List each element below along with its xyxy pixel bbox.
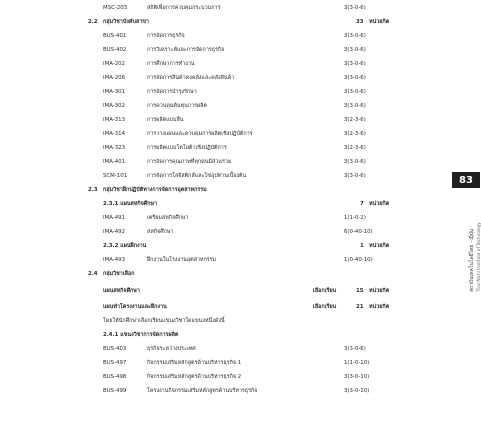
course-credit: 1(1-0-10): [344, 360, 370, 366]
course-credit: 3(3-0-6): [344, 159, 366, 165]
course-code: BUS-498: [103, 374, 127, 380]
course-name: การผลิตแบบโตโยต้าเชิงปฏิบัติการ: [147, 145, 227, 151]
course-name: การจัดการคุณภาพที่ทุกคนมีส่วนร่วม: [147, 159, 232, 165]
subsection-title: 2.3.1 แผนสหกิจศึกษา: [103, 201, 158, 207]
course-name: สหกิจศึกษา: [147, 229, 174, 235]
subsection-credit: 7: [360, 201, 364, 207]
course-credit: 1(0-40-10): [344, 257, 373, 263]
elective-label: เลือกเรียน: [313, 304, 337, 310]
section-title: กลุ่มวิชาเลือก: [103, 271, 135, 277]
course-name: กิจกรรมเสริมหลักสูตรด้านบริหารธุรกิจ 1: [147, 360, 242, 366]
subsection-credit: 1: [360, 243, 364, 249]
course-code: BUS-497: [103, 360, 127, 366]
course-name: การจัดการบำรุงรักษา: [147, 89, 197, 95]
course-name: การจัดการธุรกิจ: [147, 33, 185, 39]
plan-credit: 21: [356, 304, 364, 310]
course-code: SCM-101: [103, 173, 128, 179]
note-text: โดยให้นักศึกษาเลือกเรียนแขนงวิชาใดแขนงหนึ่งดังนี้: [103, 318, 225, 324]
course-credit: 3(3-0-6): [344, 173, 366, 179]
course-code: IMA-206: [103, 75, 126, 81]
plan-title: แผนสหกิจศึกษา: [103, 288, 140, 294]
course-code: IMA-302: [103, 103, 126, 109]
section-credit: 33: [356, 19, 364, 25]
course-credit: 3(3-0-10): [344, 388, 370, 394]
course-code: BUS-401: [103, 33, 127, 39]
course-code: IMA-493: [103, 257, 126, 263]
unit-label: หน่วยกิต: [369, 243, 390, 249]
course-code: IMA-313: [103, 117, 126, 123]
course-code: IMA-301: [103, 89, 126, 95]
course-code: IMA-202: [103, 61, 126, 67]
course-name: สถิติเพื่อการควบคุมกระบวนการ: [147, 5, 221, 11]
course-code: BUS-402: [103, 47, 127, 53]
unit-label: หน่วยกิต: [369, 304, 390, 310]
course-code: IMA-401: [103, 159, 126, 165]
course-code: IMA-314: [103, 131, 126, 137]
side-subtitle: Thai-Nichi Institute of Technology: [476, 222, 481, 292]
course-code: BUS-403: [103, 346, 127, 352]
section-number: 2.3: [88, 187, 98, 193]
course-credit: 3(3-0-6): [344, 75, 366, 81]
course-credit: 3(3-0-6): [344, 61, 366, 67]
subsection-title: 2.4.1 แขนงวิชาการจัดการผลิต: [103, 332, 179, 338]
course-name: การจัดการสินค้าคงคลังและคลังสินค้า: [147, 75, 235, 81]
page-number-tab: 83: [452, 172, 480, 188]
course-name: ฝึกงานในโรงงานอุตสาหกรรม: [147, 257, 217, 263]
course-code: IMA-492: [103, 229, 126, 235]
plan-title: แผนทำโครงงานและฝึกงาน: [103, 304, 167, 310]
course-credit: 3(3-0-6): [344, 346, 366, 352]
unit-label: หน่วยกิต: [369, 201, 390, 207]
course-name: เตรียมสหกิจศึกษา: [147, 215, 189, 221]
course-credit: 3(3-0-6): [344, 33, 366, 39]
course-name: ธุรกิจระหว่างประเทศ: [147, 346, 196, 352]
section-title: กลุ่มวิชาฝึกปฏิบัติทางการจัดการอุตสาหกรรม: [103, 187, 207, 193]
course-code: IMA-323: [103, 145, 126, 151]
course-credit: 6(0-40-10): [344, 229, 373, 235]
course-name: การผลิตแบบลีน: [147, 117, 184, 123]
course-name: การวางแผนและควบคุมการผลิตเชิงปฏิบัติการ: [147, 131, 253, 137]
unit-label: หน่วยกิต: [369, 19, 390, 25]
course-code: MSC-203: [103, 5, 128, 11]
course-credit: 3(3-0-6): [344, 47, 366, 53]
section-number: 2.4: [88, 271, 98, 277]
course-credit: 3(3-0-6): [344, 103, 366, 109]
course-name: โครงงานกิจกรรมเสริมหลักสูตรด้านบริหารธุรกิจ: [147, 388, 258, 394]
section-number: 2.2: [88, 19, 98, 25]
course-name: การวิเคราะห์และการจัดการธุรกิจ: [147, 47, 225, 53]
unit-label: หน่วยกิต: [369, 288, 390, 294]
course-credit: 3(3-0-6): [344, 5, 366, 11]
course-credit: 3(2-3-6): [344, 131, 366, 137]
course-code: BUS-499: [103, 388, 127, 394]
course-name: การศึกษาการทำงาน: [147, 61, 195, 67]
subsection-title: 2.3.2 แผนฝึกงาน: [103, 243, 147, 249]
course-credit: 1(1-0-2): [344, 215, 366, 221]
course-credit: 3(3-0-10): [344, 374, 370, 380]
section-title: กลุ่มวิชาบังคับสาขา: [103, 19, 149, 25]
course-name: การควบคุมต้นทุนการผลิต: [147, 103, 207, 109]
course-credit: 3(3-0-6): [344, 89, 366, 95]
side-title: สถาบันเทคโนโลยีไทย - ญี่ปุ่น: [469, 228, 475, 292]
plan-credit: 15: [356, 288, 364, 294]
course-name: กิจกรรมเสริมหลักสูตรด้านบริหารธุรกิจ 2: [147, 374, 242, 380]
course-code: IMA-491: [103, 215, 126, 221]
course-name: การจัดการโลจิสติกส์และโซ่อุปทานเบื้องต้น: [147, 173, 247, 179]
course-credit: 3(2-3-6): [344, 117, 366, 123]
elective-label: เลือกเรียน: [313, 288, 337, 294]
course-credit: 3(2-3-6): [344, 145, 366, 151]
